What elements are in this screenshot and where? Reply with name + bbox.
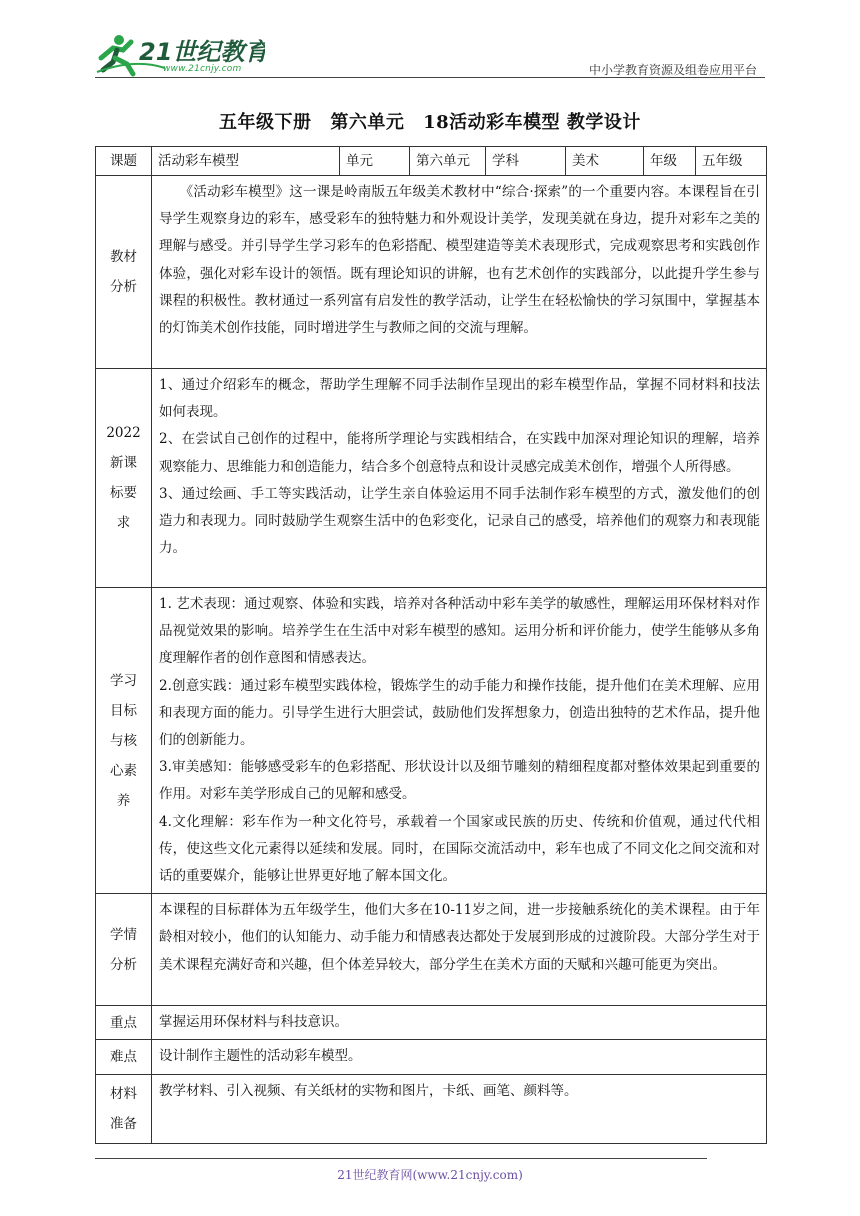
section-label-line: 养 [116,792,131,809]
section-label [96,176,152,369]
section-row-key-point [96,1006,767,1040]
title-unit: 第六单元 [330,112,405,133]
unit-label: 单元 [340,147,410,176]
section-paragraph: 《活动彩车模型》这一课是岭南版五年级美术教材中“综合·探索”的一个重要内容。本课程旨在引导学生观察身边的彩车，感受彩车的独特魅力和外观设计美学，发现美就在身边，提升对彩车之美的理解与感受。并引导学生学习彩车的色彩搭配、模型建造等美术表现形式，完成观察思考和实践创作体验，强化对彩车设计的领悟。既有理论知识的讲解，也有艺术创作的实践部分，以此提升学生参与课程的积极性。教材通过一系列富有启发性的教学活动，让学生在轻松愉快的学习氛围中，掌握基本的灯饰美术创作技能，同时增进学生与教师之间的交流与理解。 [159,184,760,337]
section-row-textbook-analysis [96,176,767,369]
section-content [152,1074,767,1143]
footer-text[interactable]: 21世纪教育网(www.21cnjy.com) [337,1168,523,1182]
title-grade: 五年级下册 [219,112,312,133]
section-label-line: 与核 [110,732,137,749]
section-label [96,588,152,894]
section-paragraph: 掌握运用环保材料与科技意识。 [159,1014,348,1031]
course-label: 课题 [96,147,152,176]
section-label-line: 学习 [110,672,137,689]
info-row [96,147,767,176]
section-paragraph: 1、通过介绍彩车的概念，帮助学生理解不同手法制作呈现出的彩车模型作品，掌握不同材料和技法如何表现。 [159,377,760,421]
course-value: 活动彩车模型 [152,147,340,176]
section-paragraph: 本课程的目标群体为五年级学生，他们大多在10-11岁之间，进一步接触系统化的美术课程。由于年龄相对较小，他们的认知能力、动手能力和情感表达都处于发展到形成的过渡阶段。大部分学生对于美术课程充满好奇和兴趣，但个体差异较大，部分学生在美术方面的天赋和兴趣可能更为突出。 [159,902,760,973]
unit-value: 第六单元 [410,147,486,176]
subject-label: 学科 [486,147,566,176]
section-content [152,1006,767,1040]
subject-value: 美术 [566,147,644,176]
section-paragraph: 3、通过绘画、手工等实践活动，让学生亲自体验运用不同手法制作彩车模型的方式，激发他们的创造力和表现力。同时鼓励学生观察生活中的色彩变化，记录自己的感受，培养他们的观察力和表现能力。 [159,485,760,557]
title-lesson: 18活动彩车模型 教学设计 [423,112,641,133]
section-content [152,1040,767,1074]
section-label [96,1006,152,1040]
section-label [96,1040,152,1074]
section-row-materials [96,1074,767,1143]
section-label-line: 教材 [110,249,137,265]
section-content [152,588,767,894]
section-content [152,176,767,369]
section-label-line: 分析 [110,956,137,973]
site-logo[interactable] [95,28,265,78]
platform-name: 中小学教育资源及组卷应用平台 [588,63,757,77]
section-paragraph: 4.文化理解：彩车作为一种文化符号，承载着一个国家或民族的历史、传统和价值观，通过代代相传，使这些文化元素得以延续和发展。同时，在国际交流活动中，彩车也成了不同文化之间交流和对话的重要媒介，能够让世界更好地了解本国文化。 [159,813,760,885]
section-paragraph: 2.创意实践：通过彩车模型实践体检，锻炼学生的动手能力和操作技能，提升他们在美术理解、应用和表现方面的能力。引导学生进行大胆尝试，鼓励他们发挥想象力，创造出独特的艺术作品，提升他们的创新能力。 [159,677,760,749]
section-paragraph: 1. 艺术表现：通过观察、体验和实践，培养对各种活动中彩车美学的敏感性，理解运用环保材料对作品视觉效果的影响。培养学生在生活中对彩车模型的感知。运用分析和评价能力，使学生能够从多角度理解作者的创作意图和情感表达。 [159,596,760,667]
section-label-line: 重点 [110,1014,137,1031]
section-label-line: 学情 [110,926,137,943]
section-label-line: 标要 [110,485,137,501]
section-label-line: 准备 [110,1115,137,1132]
logo-url: www.21cnjy.com [163,64,242,74]
section-row-curriculum-standard [96,369,767,588]
section-label-line: 难点 [110,1049,137,1066]
section-label [96,1074,152,1143]
section-content [152,369,767,588]
section-row-learning-objectives [96,588,767,894]
section-paragraph: 2、在尝试自己创作的过程中，能将所学理论与实践相结合，在实践中加深对理论知识的理解，培养观察能力、思维能力和创造能力，结合多个创意特点和设计灵感完成美术创作，增强个人所得感。 [159,431,760,475]
section-paragraph: 教学材料、引入视频、有关纸材的实物和图片，卡纸、画笔、颜料等。 [159,1082,578,1099]
document-title [0,108,860,134]
section-label-line: 心素 [110,762,137,779]
section-content [152,894,767,1006]
section-label [96,894,152,1006]
lesson-plan-table [95,146,767,1144]
section-label [96,369,152,588]
section-label-line: 新课 [110,455,137,471]
logo-wordmark: 21世纪教育 [139,38,265,66]
section-label-line: 2022 [106,425,141,441]
grade-label: 年级 [644,147,696,176]
header-divider [95,77,765,78]
section-label-line: 目标 [110,702,137,719]
section-paragraph: 设计制作主题性的活动彩车模型。 [159,1048,362,1065]
section-row-student-analysis [96,894,767,1006]
section-label-line: 求 [116,515,131,531]
footer-divider [95,1158,707,1159]
section-label-line: 分析 [110,279,137,295]
section-row-difficult-point [96,1040,767,1074]
grade-value: 五年级 [696,147,767,176]
section-label-line: 材料 [110,1085,137,1102]
page-header [95,28,765,80]
section-paragraph: 3.审美感知：能够感受彩车的色彩搭配、形状设计以及细节雕刻的精细程度都对整体效果起到重要的作用。对彩车美学形成自己的见解和感受。 [159,759,760,803]
